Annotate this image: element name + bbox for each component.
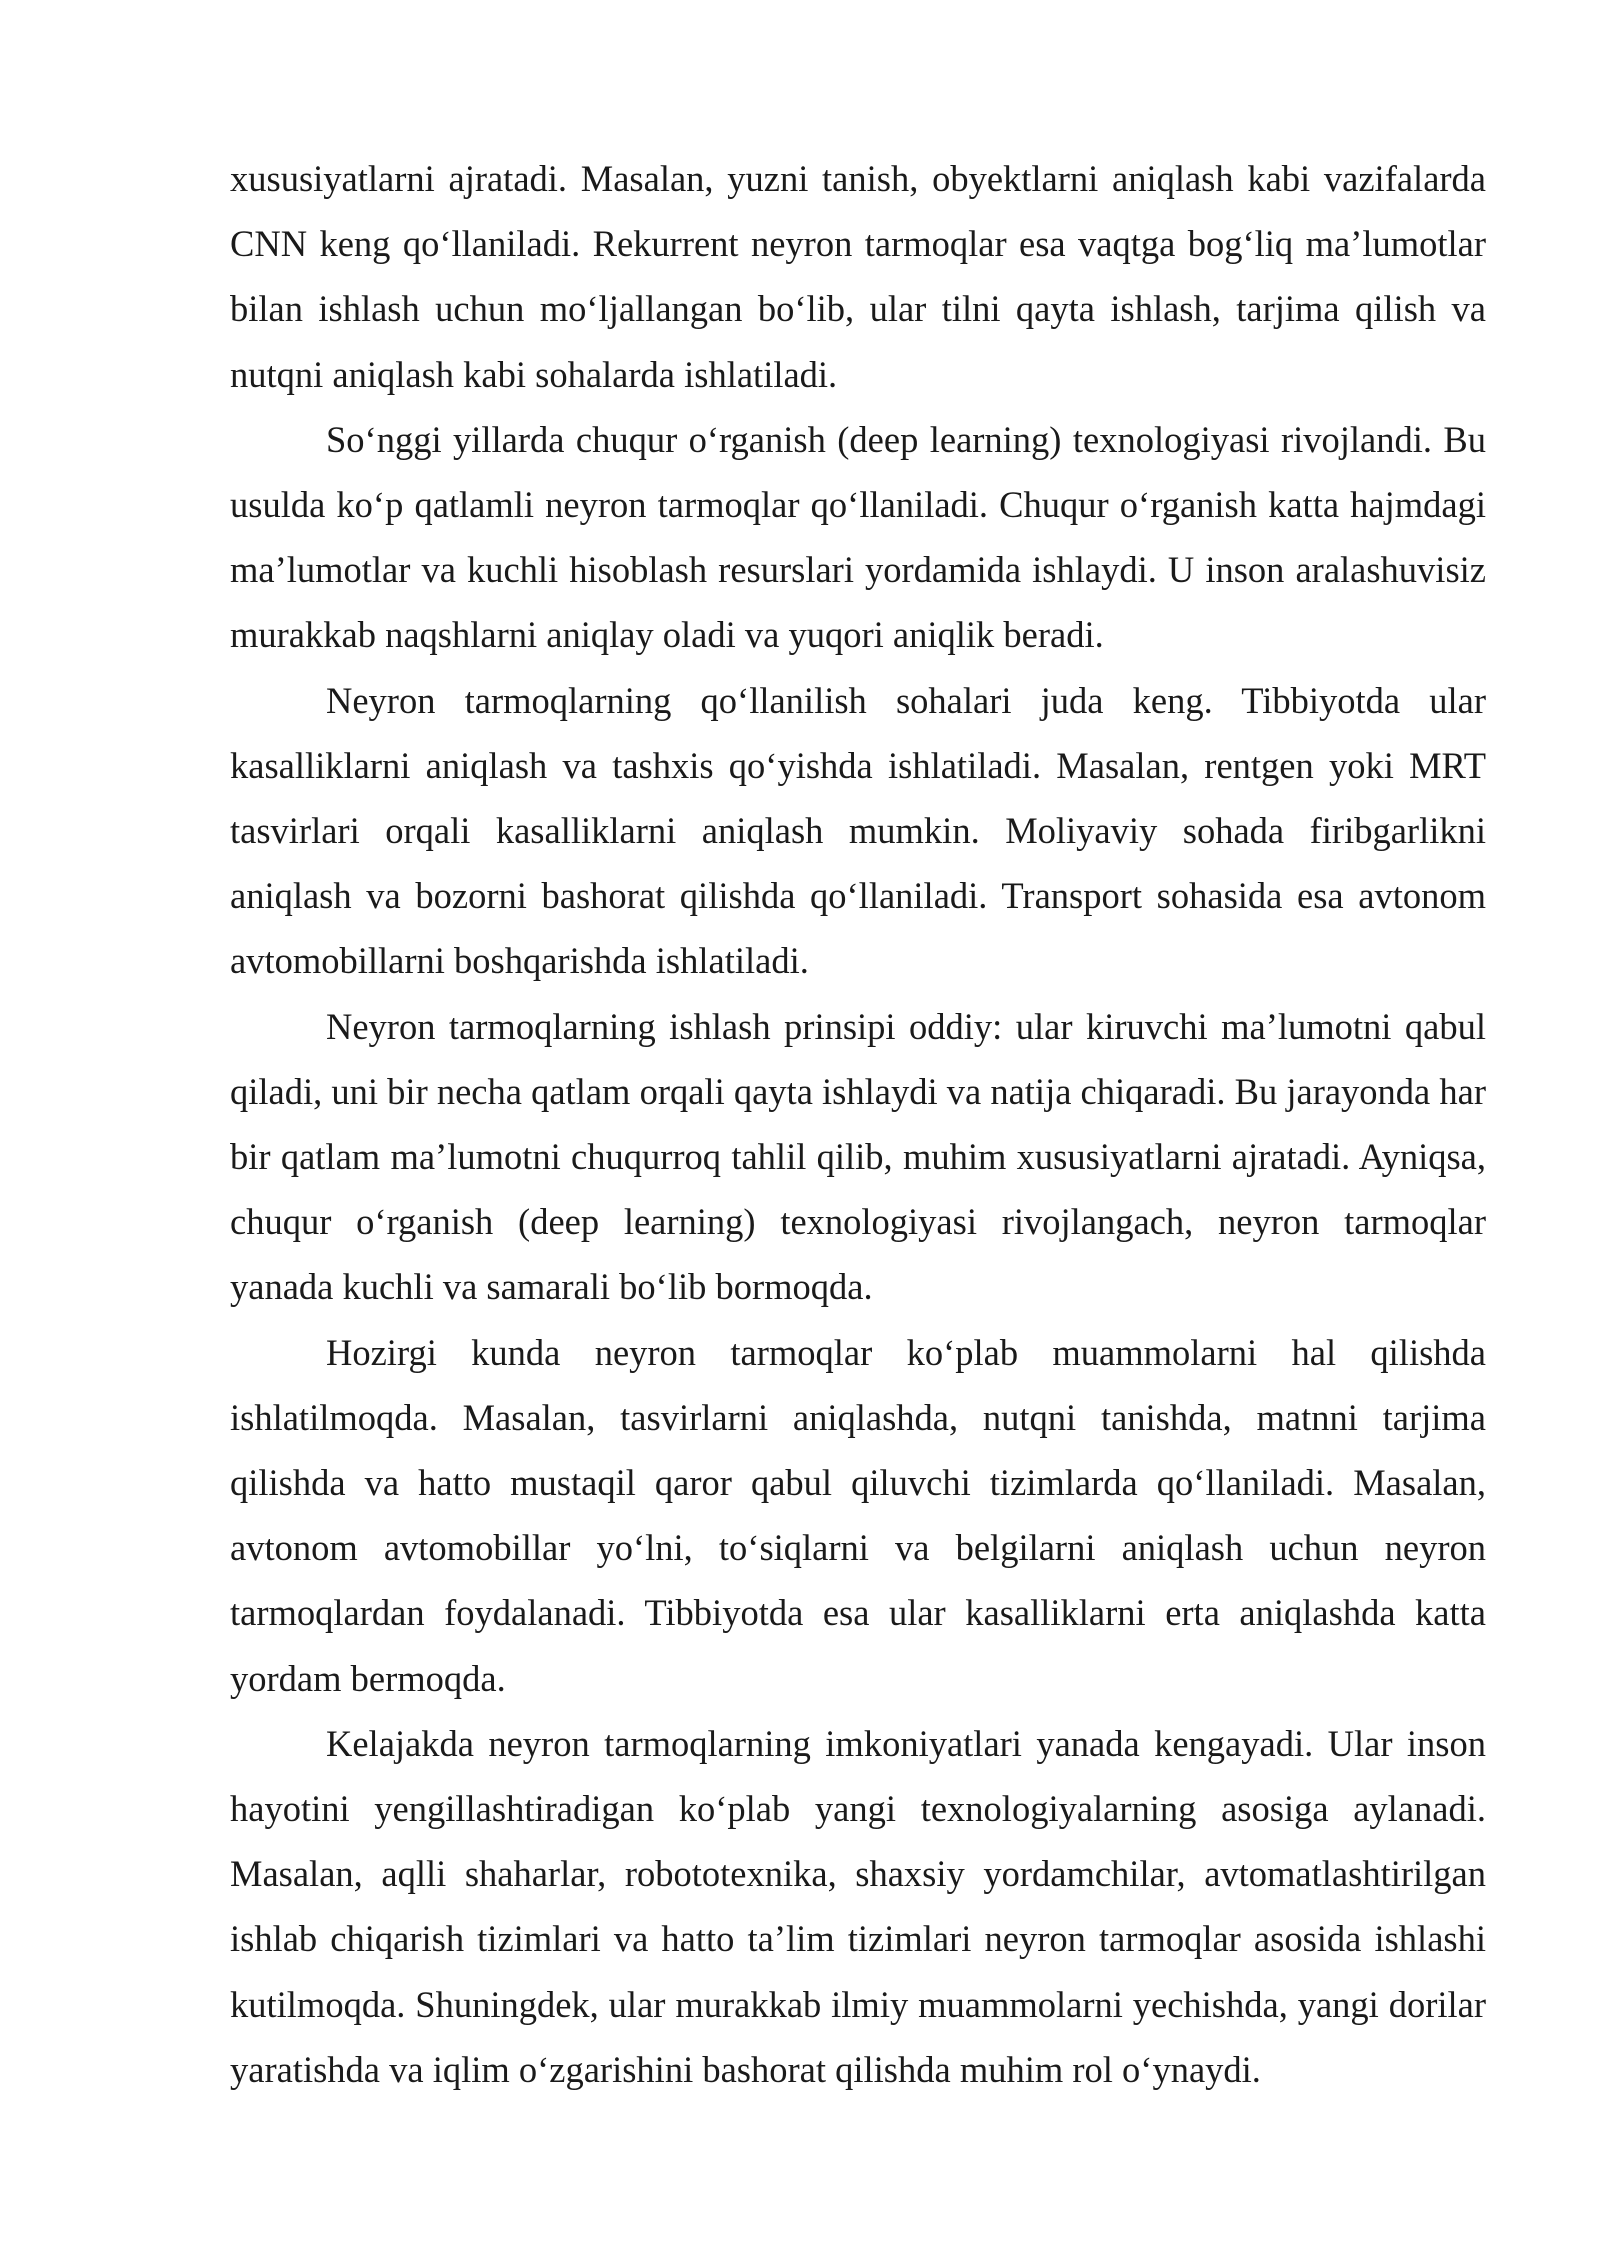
paragraph-1: xususiyatlarni ajratadi. Masalan, yuzni tanish, obyektlarni aniqlash kabi vazifalarda CNN keng qo‘llaniladi. Rekurrent neyron tarmoqlar esa vaqtga bog‘liq ma’lumotlar bilan ishlash uchun mo‘ljallangan bo‘lib, ular tilni qayta ishlash, tarjima qilish va nutqni aniqlash kabi sohalarda ishlatiladi. xyxy=(230,158,1486,395)
paragraph-2: So‘nggi yillarda chuqur o‘rganish (deep learning) texnologiyasi rivojlandi. Bu usulda ko‘p qatlamli neyron tarmoqlar qo‘llaniladi. Chuqur o‘rganish katta hajmdagi ma’lumotlar va kuchli hisoblash resurslari yordamida ishlaydi. U inson aralashuvisiz murakkab naqshlarni aniqlay oladi va yuqori aniqlik beradi. xyxy=(230,418,1486,656)
document-body xyxy=(230,146,1486,2102)
paragraph-5: Hozirgi kunda neyron tarmoqlar ko‘plab muammolarni hal qilishda ishlatilmoqda. Masalan, tasvirlarni aniqlashda, nutqni tanishda, matnni tarjima qilishda va hatto mustaqil qaror qabul qiluvchi tizimlarda qo‘llaniladi. Masalan, avtonom avtomobillar yo‘lni, to‘siqlarni va belgilarni aniqlash uchun neyron tarmoqlardan foydalanadi. Tibbiyotda esa ular kasalliklarni erta aniqlashda katta yordam bermoqda. xyxy=(230,1331,1486,1699)
paragraph-3: Neyron tarmoqlarning qo‘llanilish sohalari juda keng. Tibbiyotda ular kasalliklarni aniqlash va tashxis qo‘yishda ishlatiladi. Masalan, rentgen yoki MRT tasvirlari orqali kasalliklarni aniqlash mumkin. Moliyaviy sohada firibgarlikni aniqlash va bozorni bashorat qilishda qo‘llaniladi. Transport sohasida esa avtonom avtomobillarni boshqarishda ishlatiladi. xyxy=(230,679,1486,982)
paragraph-4: Neyron tarmoqlarning ishlash prinsipi oddiy: ular kiruvchi ma’lumotni qabul qiladi, uni bir necha qatlam orqali qayta ishlaydi va natija chiqaradi. Bu jarayonda har bir qatlam ma’lumotni chuqurroq tahlil qilib, muhim xususiyatlarni ajratadi. Ayniqsa, chuqur o‘rganish (deep learning) texnologiyasi rivojlangach, neyron tarmoqlar yanada kuchli va samarali bo‘lib bormoqda. xyxy=(230,1005,1486,1308)
paragraph-6: Kelajakda neyron tarmoqlarning imkoniyatlari yanada kengayadi. Ular inson hayotini yengillashtiradigan ko‘plab yangi texnologiyalarning asosiga aylanadi. Masalan, aqlli shaharlar, robototexnika, shaxsiy yordamchilar, avtomatlashtirilgan ishlab chiqarish tizimlari va hatto ta’lim tizimlari neyron tarmoqlar asosida ishlashi kutilmoqda. Shuningdek, ular murakkab ilmiy muammolarni yechishda, yangi dorilar yaratishda va iqlim o‘zgarishini bashorat qilishda muhim rol o‘ynaydi. xyxy=(230,1722,1486,2090)
